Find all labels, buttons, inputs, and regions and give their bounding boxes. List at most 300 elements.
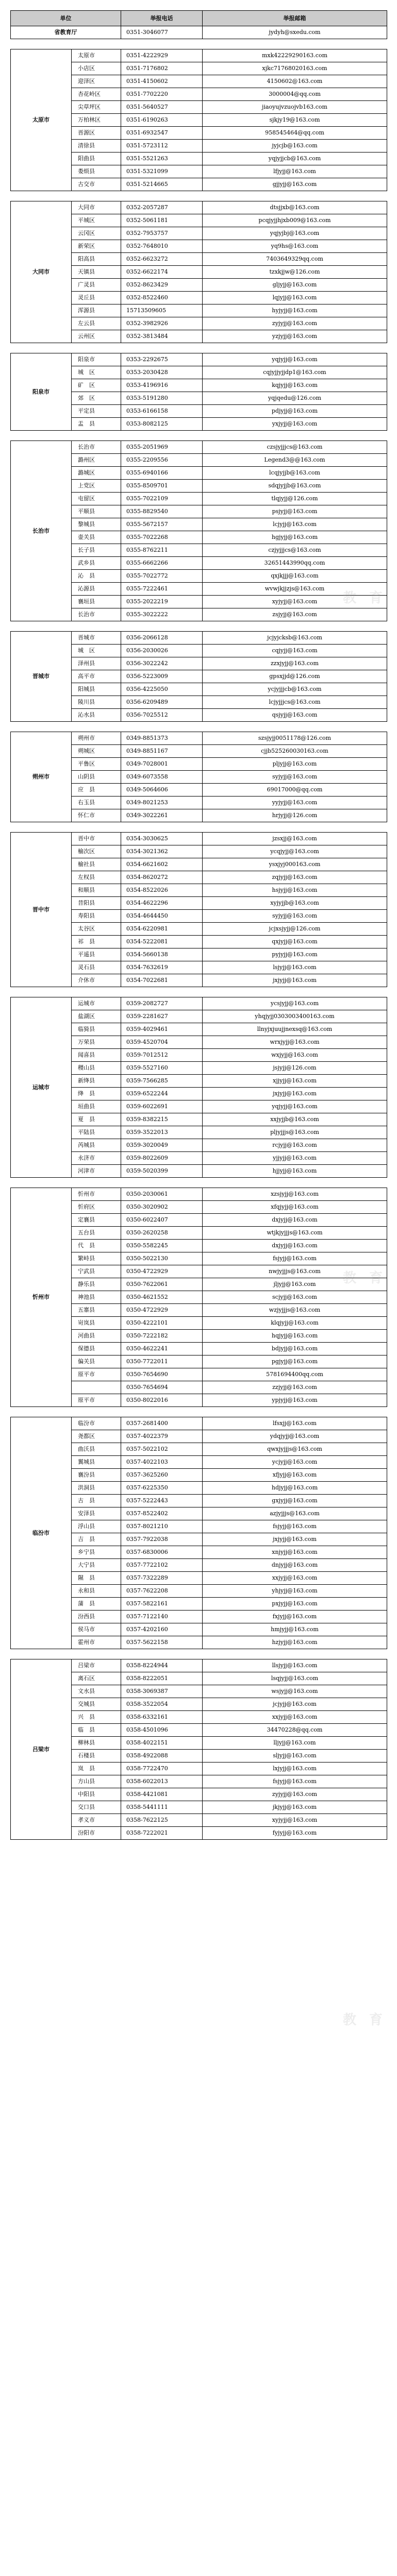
county-name: 孝义市 (72, 1814, 121, 1827)
county-name: 祁 县 (72, 936, 121, 948)
report-email: xfjyjj@163.com (203, 1469, 387, 1482)
county-name: 寿阳县 (72, 910, 121, 923)
report-email: pljyjj@163.com (203, 758, 387, 771)
report-email: lcjyjjjcs@163.com (203, 696, 387, 709)
report-phone: 0358-4501096 (121, 1724, 203, 1737)
report-email: hzjyjj@163.com (203, 1636, 387, 1649)
report-email: pxjyjj@163.com (203, 1598, 387, 1611)
report-email: xyjyjj@163.com (203, 1814, 387, 1827)
report-email: ypjyjj@163.com (203, 1394, 387, 1407)
report-phone: 0352-8522460 (121, 292, 203, 304)
report-phone: 0350-4621552 (121, 1291, 203, 1304)
report-phone: 0349-3022261 (121, 809, 203, 822)
report-phone: 0359-2281627 (121, 1010, 203, 1023)
county-name: 盂 县 (72, 418, 121, 431)
county-name: 右玉县 (72, 796, 121, 809)
report-email: lsqjyjj@163.com (203, 1672, 387, 1685)
report-phone: 0350-4722929 (121, 1265, 203, 1278)
report-phone: 0352-7648010 (121, 240, 203, 253)
county-name: 平鲁区 (72, 758, 121, 771)
report-email: zsjyjj@163.com (203, 608, 387, 621)
report-email: gpsxjjd@126.com (203, 670, 387, 683)
county-name: 平陆县 (72, 1126, 121, 1139)
report-email: gljyjj@163.com (203, 279, 387, 292)
report-phone: 0355-5672157 (121, 518, 203, 531)
report-email: pcqjyjjhjxb009@163.com (203, 214, 387, 227)
report-phone: 0357-7122140 (121, 1611, 203, 1623)
section-spacer (11, 822, 387, 833)
report-phone: 0359-4520704 (121, 1036, 203, 1049)
report-phone: 0359-8382215 (121, 1113, 203, 1126)
county-name: 泽州县 (72, 657, 121, 670)
county-name: 绛 县 (72, 1088, 121, 1100)
report-email: lcjyjj@163.com (203, 518, 387, 531)
report-email: fsjyjj@163.com (203, 1520, 387, 1533)
county-name: 阳高县 (72, 253, 121, 266)
county-name: 交城县 (72, 1698, 121, 1711)
report-phone: 0351-4222929 (121, 49, 203, 62)
county-name: 五台县 (72, 1227, 121, 1240)
county-name: 柳林县 (72, 1737, 121, 1750)
county-name: 临猗县 (72, 1023, 121, 1036)
county-name: 怀仁市 (72, 809, 121, 822)
report-phone: 0359-4029461 (121, 1023, 203, 1036)
report-email: wvwjkjjzjs@163.com (203, 583, 387, 596)
report-phone: 0354-3030625 (121, 833, 203, 845)
county-name: 永济市 (72, 1152, 121, 1165)
report-phone: 0352-3982926 (121, 317, 203, 330)
county-name: 夏 县 (72, 1113, 121, 1126)
county-name: 新绛县 (72, 1075, 121, 1088)
report-email: sjkjy19@163.com (203, 114, 387, 127)
report-email: xnjyjj@163.com (203, 1546, 387, 1559)
report-phone: 0354-5222081 (121, 936, 203, 948)
report-phone: 0355-7022109 (121, 493, 203, 505)
county-name: 杏花岭区 (72, 88, 121, 101)
report-phone: 0350-7622061 (121, 1278, 203, 1291)
report-phone: 0350-2620258 (121, 1227, 203, 1240)
county-name: 娄烦县 (72, 165, 121, 178)
report-phone: 0354-4644450 (121, 910, 203, 923)
city-name: 朔州市 (11, 732, 72, 822)
report-email: hyjyjj@163.com (203, 304, 387, 317)
report-email: dxjyjj@163.com (203, 1240, 387, 1252)
county-name: 朔州市 (72, 732, 121, 745)
table-row (11, 1417, 387, 1430)
county-name: 忻府区 (72, 1201, 121, 1214)
report-email: wsjyjj@163.com (203, 1685, 387, 1698)
report-phone: 0357-6225350 (121, 1482, 203, 1495)
report-email: 958545464@qq.com (203, 127, 387, 140)
report-phone: 0357-5822161 (121, 1598, 203, 1611)
report-email: syjyjj@163.com (203, 771, 387, 784)
section-spacer (11, 621, 387, 632)
spacer-cell (11, 431, 387, 441)
county-name: 浑源县 (72, 304, 121, 317)
county-name: 潞城区 (72, 467, 121, 480)
section-spacer (11, 39, 387, 49)
report-email: xyjyjj@163.com (203, 596, 387, 608)
county-name: 长子县 (72, 544, 121, 557)
report-phone: 0351-6932547 (121, 127, 203, 140)
table-row (11, 1188, 387, 1201)
county-name: 长治市 (72, 441, 121, 454)
report-email: jcjyjcksb@163.com (203, 632, 387, 645)
report-email: fyjyjj@163.com (203, 1827, 387, 1840)
county-name: 沁水县 (72, 709, 121, 722)
county-name: 云州区 (72, 330, 121, 343)
county-name: 代 县 (72, 1240, 121, 1252)
watermark-text: 教 育 (342, 2012, 387, 2028)
county-name: 屯留区 (72, 493, 121, 505)
report-phone: 0350-5582245 (121, 1240, 203, 1252)
header-phone: 举报电话 (121, 11, 203, 26)
report-phone: 0356-2066128 (121, 632, 203, 645)
report-email: hmjyjj@163.com (203, 1623, 387, 1636)
county-name: 方山县 (72, 1775, 121, 1788)
report-phone: 0350-7722011 (121, 1355, 203, 1368)
county-name: 临 县 (72, 1724, 121, 1737)
county-name (72, 1381, 121, 1394)
county-name: 盐湖区 (72, 1010, 121, 1023)
county-name: 翼城县 (72, 1456, 121, 1469)
report-phone: 0353-2030428 (121, 366, 203, 379)
report-email: zyjyjj@163.com (203, 1788, 387, 1801)
report-email: rcjyjj@163.com (203, 1139, 387, 1152)
report-email: czsjyjjjcs@163.com (203, 441, 387, 454)
report-phone: 0355-8762211 (121, 544, 203, 557)
section-spacer (11, 987, 387, 997)
report-phone: 0357-4022103 (121, 1456, 203, 1469)
report-email: yxjyjj@163.com (203, 418, 387, 431)
report-email: 69017000@qq.com (203, 784, 387, 796)
report-phone: 0357-8021210 (121, 1520, 203, 1533)
section-spacer (11, 191, 387, 201)
report-email: pyjyjj@163.com (203, 948, 387, 961)
report-phone: 0355-2051969 (121, 441, 203, 454)
report-phone: 0354-7022681 (121, 974, 203, 987)
report-email: jcjxsjyjj@126.com (203, 923, 387, 936)
report-phone: 0354-6220981 (121, 923, 203, 936)
report-email: psjyjj@163.com (203, 505, 387, 518)
county-name: 河曲县 (72, 1330, 121, 1343)
report-phone: 0353-2292675 (121, 353, 203, 366)
province-phone: 0351-3046077 (121, 26, 203, 39)
county-name: 城 区 (72, 366, 121, 379)
report-email: xxjyjjb@163.com (203, 1113, 387, 1126)
county-name: 保德县 (72, 1343, 121, 1355)
county-name: 新荣区 (72, 240, 121, 253)
report-phone: 0350-7222182 (121, 1330, 203, 1343)
report-phone: 0350-7654694 (121, 1381, 203, 1394)
city-name: 太原市 (11, 49, 72, 191)
county-name: 古交市 (72, 178, 121, 191)
report-email: 5781694400qq.com (203, 1368, 387, 1381)
county-name: 襄垣县 (72, 596, 121, 608)
report-email: nwjyjjjs@163.com (203, 1265, 387, 1278)
county-name: 武乡县 (72, 557, 121, 570)
county-name: 河津市 (72, 1165, 121, 1178)
county-name: 广灵县 (72, 279, 121, 292)
report-email: jkjyjj@163.com (203, 1801, 387, 1814)
header-unit: 单位 (11, 11, 121, 26)
report-email: szsjyjj0051178@126.com (203, 732, 387, 745)
report-phone: 0355-2022219 (121, 596, 203, 608)
report-email: lxjyjj@163.com (203, 1762, 387, 1775)
spacer-cell (11, 191, 387, 201)
county-name: 昔阳县 (72, 897, 121, 910)
county-name: 城 区 (72, 645, 121, 657)
county-name: 尖草坪区 (72, 101, 121, 114)
report-email: xjjyjj@163.com (203, 1075, 387, 1088)
report-phone: 0357-8522402 (121, 1507, 203, 1520)
county-name: 平遥县 (72, 948, 121, 961)
county-name: 静乐县 (72, 1278, 121, 1291)
report-contact-document (10, 10, 387, 1840)
report-email: yyjyjj@163.com (203, 796, 387, 809)
county-name: 上党区 (72, 480, 121, 493)
county-name: 阳曲县 (72, 152, 121, 165)
county-name: 晋中市 (72, 833, 121, 845)
report-phone: 0357-5022102 (121, 1443, 203, 1456)
city-name: 长治市 (11, 441, 72, 621)
county-name: 朔城区 (72, 745, 121, 758)
report-email: wxjyjj@163.com (203, 1049, 387, 1062)
county-name: 迎泽区 (72, 75, 121, 88)
report-phone: 0350-7654690 (121, 1368, 203, 1381)
city-name: 临汾市 (11, 1417, 72, 1649)
county-name: 天镇县 (72, 266, 121, 279)
county-name: 交口县 (72, 1801, 121, 1814)
report-phone: 0353-5191280 (121, 392, 203, 405)
county-name: 左权县 (72, 871, 121, 884)
report-email: lqjyjj@163.com (203, 292, 387, 304)
report-phone: 0355-6662266 (121, 557, 203, 570)
table-row (11, 1659, 387, 1672)
report-phone: 0352-3813484 (121, 330, 203, 343)
county-name: 阳城县 (72, 683, 121, 696)
report-email: hqjyjj@163.com (203, 1330, 387, 1343)
report-email: scjyjj@163.com (203, 1291, 387, 1304)
county-name: 灵石县 (72, 961, 121, 974)
county-name: 小店区 (72, 62, 121, 75)
report-phone: 0351-5521263 (121, 152, 203, 165)
report-email: yqjyjjcb@163.com (203, 152, 387, 165)
report-phone: 0349-8851373 (121, 732, 203, 745)
report-email: cqjyjjyjjdp1@163.com (203, 366, 387, 379)
report-contact-table (10, 10, 387, 1840)
report-phone: 0358-5441111 (121, 1801, 203, 1814)
county-name: 黎城县 (72, 518, 121, 531)
report-phone: 0351-7176802 (121, 62, 203, 75)
spacer-cell (11, 987, 387, 997)
spacer-cell (11, 1407, 387, 1417)
county-name: 太谷区 (72, 923, 121, 936)
county-name: 五寨县 (72, 1304, 121, 1317)
report-email: hsjyjj@163.com (203, 884, 387, 897)
report-phone: 0351-6190263 (121, 114, 203, 127)
county-name: 稷山县 (72, 1062, 121, 1075)
report-phone: 0353-8082125 (121, 418, 203, 431)
report-phone: 0357-4202160 (121, 1623, 203, 1636)
report-email: syjyjj@163.com (203, 910, 387, 923)
county-name: 中阳县 (72, 1788, 121, 1801)
report-phone: 0349-8851167 (121, 745, 203, 758)
city-name: 大同市 (11, 201, 72, 343)
county-name: 乡宁县 (72, 1546, 121, 1559)
county-name: 神池县 (72, 1291, 121, 1304)
report-phone: 0351-7702220 (121, 88, 203, 101)
report-email: tlqjyjj@126.com (203, 493, 387, 505)
report-phone: 0349-5064606 (121, 784, 203, 796)
report-email: jsjyjj@126.com (203, 1062, 387, 1075)
report-phone: 0350-6022407 (121, 1214, 203, 1227)
report-email: zqjyjj@163.com (203, 871, 387, 884)
report-email: jcjyjj@163.com (203, 1698, 387, 1711)
report-email: yqjyjj@163.com (203, 353, 387, 366)
report-email: xxjyjj@163.com (203, 1711, 387, 1724)
county-name: 运城市 (72, 997, 121, 1010)
header-email: 举报邮箱 (203, 11, 387, 26)
county-name: 原平市 (72, 1394, 121, 1407)
county-name: 矿 区 (72, 379, 121, 392)
report-email: wrxjyjj@163.com (203, 1036, 387, 1049)
report-email: 34470228@qq.com (203, 1724, 387, 1737)
report-email: pljyjjjs@163.com (203, 1126, 387, 1139)
report-email: qsjyjj@163.com (203, 709, 387, 722)
report-email: tzxkjjw@126.com (203, 266, 387, 279)
report-email: qxjkjjj@163.com (203, 570, 387, 583)
report-phone: 0350-4222101 (121, 1317, 203, 1330)
county-name: 阳泉市 (72, 353, 121, 366)
county-name: 晋城市 (72, 632, 121, 645)
report-email: lcqjyjjb@163.com (203, 467, 387, 480)
report-email: ycqjyjj@163.com (203, 845, 387, 858)
section-spacer (11, 343, 387, 353)
report-phone: 0357-5622158 (121, 1636, 203, 1649)
report-email: ysxjyj000163.com (203, 858, 387, 871)
section-spacer (11, 1178, 387, 1188)
report-email: jxjyjj@163.com (203, 1533, 387, 1546)
report-email: kqjyjj@163.com (203, 379, 387, 392)
report-phone: 0355-7222461 (121, 583, 203, 596)
report-phone: 0351-5214665 (121, 178, 203, 191)
spacer-cell (11, 722, 387, 732)
county-name: 云冈区 (72, 227, 121, 240)
report-phone: 0358-6022013 (121, 1775, 203, 1788)
county-name: 平定县 (72, 405, 121, 418)
county-name: 侯马市 (72, 1623, 121, 1636)
county-name: 岢岚县 (72, 1317, 121, 1330)
report-email: 3000004@qq.com (203, 88, 387, 101)
report-email: dnjyjj@163.com (203, 1559, 387, 1572)
report-phone: 0359-6522244 (121, 1088, 203, 1100)
report-phone: 0355-7022268 (121, 531, 203, 544)
province-unit: 省教育厅 (11, 26, 121, 39)
city-name: 晋城市 (11, 632, 72, 722)
spacer-cell (11, 822, 387, 833)
report-email: hgjyjj@163.com (203, 531, 387, 544)
county-name: 闻喜县 (72, 1049, 121, 1062)
report-phone: 0354-5660138 (121, 948, 203, 961)
report-phone: 0358-4922088 (121, 1750, 203, 1762)
report-phone: 0352-5061181 (121, 214, 203, 227)
report-phone: 0356-5223009 (121, 670, 203, 683)
report-phone: 0358-3069387 (121, 1685, 203, 1698)
report-phone: 0351-4150602 (121, 75, 203, 88)
province-row (11, 26, 387, 39)
report-phone: 0359-3522013 (121, 1126, 203, 1139)
county-name: 隰 县 (72, 1572, 121, 1585)
report-email: Legend3@@163.com (203, 454, 387, 467)
watermark-text: 教 育 (342, 590, 387, 606)
report-email: yjjyjj@163.com (203, 1152, 387, 1165)
report-email: xfqjyjj@163.com (203, 1201, 387, 1214)
report-phone: 0359-2082727 (121, 997, 203, 1010)
report-phone: 0352-8623429 (121, 279, 203, 292)
report-phone: 0359-7566285 (121, 1075, 203, 1088)
report-email: sdqjyjjb@163.com (203, 480, 387, 493)
report-email: yqjyjj@163.com (203, 1100, 387, 1113)
report-phone: 0354-3021362 (121, 845, 203, 858)
report-email: gxjyjj@163.com (203, 1495, 387, 1507)
report-phone: 0358-4022151 (121, 1737, 203, 1750)
county-name: 定襄县 (72, 1214, 121, 1227)
table-row (11, 997, 387, 1010)
report-phone: 0355-6940166 (121, 467, 203, 480)
report-email: cqjyjj@163.com (203, 645, 387, 657)
spacer-cell (11, 621, 387, 632)
report-phone: 0350-3020902 (121, 1201, 203, 1214)
report-phone: 0350-2030061 (121, 1188, 203, 1201)
report-phone: 0357-2681400 (121, 1417, 203, 1430)
spacer-cell (11, 343, 387, 353)
county-name: 芮城县 (72, 1139, 121, 1152)
table-row (11, 833, 387, 845)
county-name: 霍州市 (72, 1636, 121, 1649)
report-email: xjkc71768020163.com (203, 62, 387, 75)
county-name: 永和县 (72, 1585, 121, 1598)
report-phone: 0355-7022772 (121, 570, 203, 583)
report-email: jxjyjj@163.com (203, 1088, 387, 1100)
report-phone: 0355-8509701 (121, 480, 203, 493)
county-name: 安泽县 (72, 1507, 121, 1520)
report-phone: 0354-4622296 (121, 897, 203, 910)
section-spacer (11, 431, 387, 441)
report-email: lfsxjj@163.com (203, 1417, 387, 1430)
county-name: 壶关县 (72, 531, 121, 544)
report-email: zzxjyjj@163.com (203, 657, 387, 670)
report-phone: 0350-8022016 (121, 1394, 203, 1407)
report-phone: 0356-4225050 (121, 683, 203, 696)
report-email: pgjyjj@163.com (203, 1355, 387, 1368)
report-email: lsjyjj@163.com (203, 961, 387, 974)
report-phone: 0357-3625260 (121, 1469, 203, 1482)
county-name: 汾西县 (72, 1611, 121, 1623)
city-name: 晋中市 (11, 833, 72, 987)
county-name: 偏关县 (72, 1355, 121, 1368)
spacer-cell (11, 39, 387, 49)
report-email: jljyjj@163.com (203, 1278, 387, 1291)
spacer-cell (11, 1649, 387, 1659)
table-row (11, 632, 387, 645)
county-name: 石楼县 (72, 1750, 121, 1762)
report-phone: 0350-4622241 (121, 1343, 203, 1355)
table-row (11, 441, 387, 454)
county-name: 蒲 县 (72, 1598, 121, 1611)
report-email: xyjyjjb@163.com (203, 897, 387, 910)
report-phone: 0357-7922038 (121, 1533, 203, 1546)
